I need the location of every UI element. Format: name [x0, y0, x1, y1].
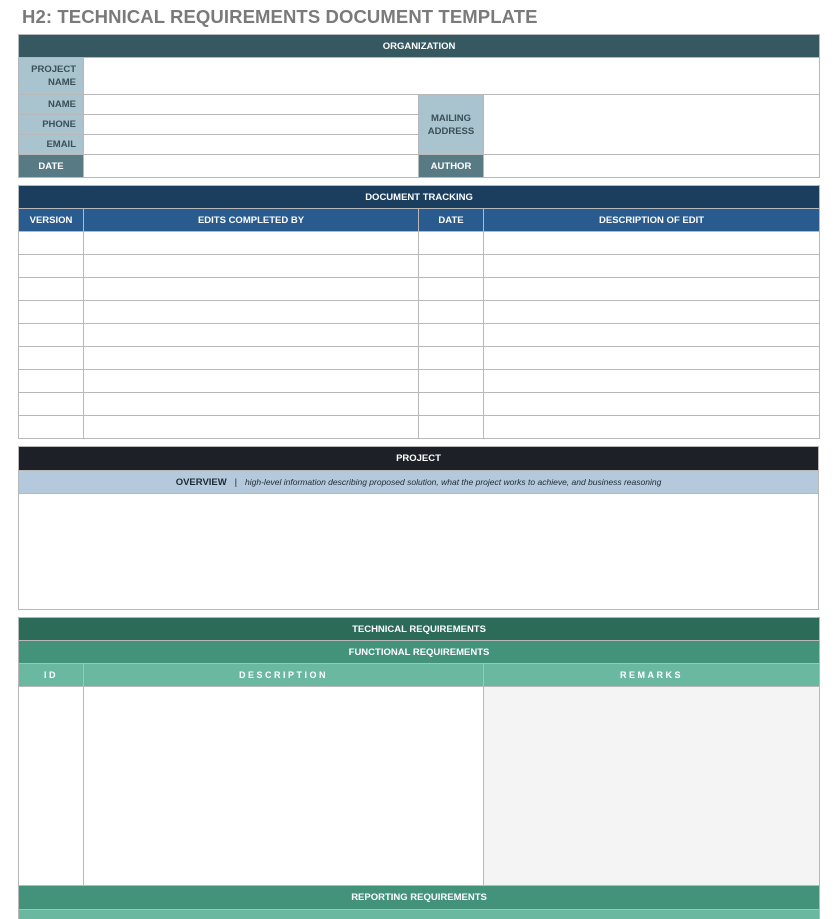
tracking-cell-description-of-edit[interactable]: [484, 301, 820, 324]
tracking-cell-edits-completed-by[interactable]: [84, 301, 419, 324]
column-header-description-of-edit: DESCRIPTION OF EDIT: [484, 209, 820, 232]
reporting-requirements-header: REPORTING REQUIREMENTS: [19, 886, 820, 910]
project-section: [18, 446, 819, 610]
functional-id-field[interactable]: [19, 687, 84, 886]
functional-remarks-field[interactable]: [484, 687, 820, 886]
author-field[interactable]: [484, 155, 820, 178]
tracking-cell-date[interactable]: [419, 370, 484, 393]
organization-section: [18, 34, 820, 178]
column-header-description: DESCRIPTION: [84, 664, 484, 687]
column-header-edits-completed-by: EDITS COMPLETED BY: [84, 209, 419, 232]
tracking-cell-description-of-edit[interactable]: [484, 232, 820, 255]
reporting-columns-strip: [19, 910, 820, 919]
tracking-cell-version[interactable]: [19, 232, 84, 255]
overview-field[interactable]: [19, 494, 819, 610]
organization-header: ORGANIZATION: [19, 35, 820, 58]
tracking-cell-version[interactable]: [19, 393, 84, 416]
date-label: DATE: [19, 155, 84, 178]
table-row: [19, 301, 820, 324]
tracking-cell-description-of-edit[interactable]: [484, 278, 820, 301]
page-title: H2: TECHNICAL REQUIREMENTS DOCUMENT TEMPLATE: [22, 6, 538, 27]
tracking-cell-version[interactable]: [19, 324, 84, 347]
table-row: [19, 347, 820, 370]
table-row: [19, 324, 820, 347]
tracking-cell-description-of-edit[interactable]: [484, 416, 820, 439]
overview-label: OVERVIEW: [175, 476, 227, 488]
tracking-cell-edits-completed-by[interactable]: [84, 324, 419, 347]
phone-label: PHONE: [19, 115, 84, 135]
mailing-address-field[interactable]: [484, 95, 820, 155]
tracking-cell-date[interactable]: [419, 347, 484, 370]
tracking-cell-description-of-edit[interactable]: [484, 393, 820, 416]
column-header-version: VERSION: [19, 209, 84, 232]
tracking-cell-description-of-edit[interactable]: [484, 255, 820, 278]
tracking-cell-date[interactable]: [419, 416, 484, 439]
overview-separator: |: [234, 476, 238, 488]
functional-description-field[interactable]: [84, 687, 484, 886]
technical-requirements-section: [18, 617, 820, 919]
column-header-date: DATE: [419, 209, 484, 232]
project-header: PROJECT: [19, 447, 819, 471]
tracking-cell-edits-completed-by[interactable]: [84, 416, 419, 439]
project-name-field[interactable]: [84, 58, 820, 95]
column-header-remarks: REMARKS: [484, 664, 820, 687]
overview-bar: [19, 471, 819, 494]
overview-hint: high-level information describing proposed solution, what the project works to achieve, and business reasoning: [245, 476, 662, 487]
table-row: [19, 255, 820, 278]
date-field[interactable]: [84, 155, 419, 178]
project-name-label: PROJECT NAME: [19, 58, 84, 95]
tracking-cell-edits-completed-by[interactable]: [84, 255, 419, 278]
email-field[interactable]: [84, 135, 419, 155]
tracking-cell-version[interactable]: [19, 416, 84, 439]
table-row: [19, 370, 820, 393]
email-label: EMAIL: [19, 135, 84, 155]
tracking-cell-version[interactable]: [19, 301, 84, 324]
tracking-cell-edits-completed-by[interactable]: [84, 347, 419, 370]
name-field[interactable]: [84, 95, 419, 115]
tracking-cell-edits-completed-by[interactable]: [84, 393, 419, 416]
technical-requirements-header: TECHNICAL REQUIREMENTS: [19, 618, 820, 641]
tracking-cell-date[interactable]: [419, 301, 484, 324]
tracking-cell-edits-completed-by[interactable]: [84, 278, 419, 301]
table-row: [19, 416, 820, 439]
column-header-id: ID: [19, 664, 84, 687]
mailing-address-label: MAILING ADDRESS: [419, 95, 484, 155]
functional-requirements-header: FUNCTIONAL REQUIREMENTS: [19, 641, 820, 664]
tracking-cell-version[interactable]: [19, 370, 84, 393]
name-label: NAME: [19, 95, 84, 115]
tracking-cell-edits-completed-by[interactable]: [84, 232, 419, 255]
document-tracking-header: DOCUMENT TRACKING: [19, 186, 820, 209]
table-row: [19, 232, 820, 255]
tracking-cell-description-of-edit[interactable]: [484, 347, 820, 370]
tracking-cell-edits-completed-by[interactable]: [84, 370, 419, 393]
tracking-cell-description-of-edit[interactable]: [484, 370, 820, 393]
tracking-cell-date[interactable]: [419, 232, 484, 255]
tracking-cell-version[interactable]: [19, 278, 84, 301]
table-row: [19, 278, 820, 301]
tracking-cell-version[interactable]: [19, 347, 84, 370]
phone-field[interactable]: [84, 115, 419, 135]
tracking-cell-date[interactable]: [419, 278, 484, 301]
tracking-cell-date[interactable]: [419, 324, 484, 347]
table-row: [19, 393, 820, 416]
tracking-cell-description-of-edit[interactable]: [484, 324, 820, 347]
document-tracking-section: [18, 185, 820, 439]
tracking-cell-date[interactable]: [419, 255, 484, 278]
tracking-cell-date[interactable]: [419, 393, 484, 416]
tracking-cell-version[interactable]: [19, 255, 84, 278]
author-label: AUTHOR: [419, 155, 484, 178]
